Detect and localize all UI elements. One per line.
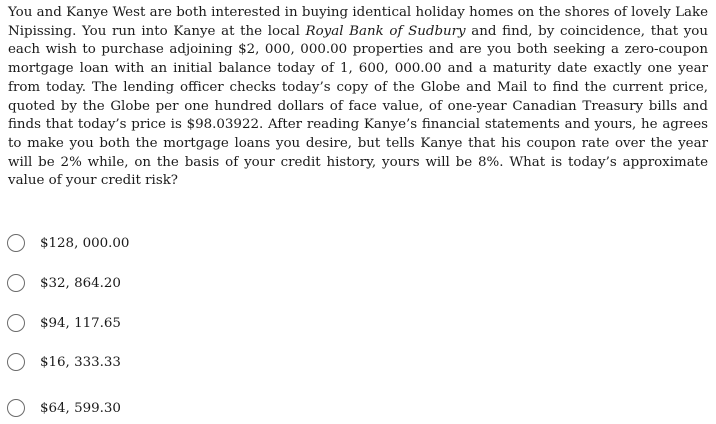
radio-button-icon[interactable] — [7, 353, 25, 371]
answer-option-2[interactable] — [7, 271, 121, 295]
answer-option-label: $16, 333.33 — [40, 354, 121, 370]
answer-option-label: $64, 599.30 — [40, 400, 121, 416]
bank-name: Royal Bank of Sudbury — [305, 23, 466, 39]
radio-button-icon[interactable] — [7, 314, 25, 332]
answer-option-3[interactable] — [7, 311, 121, 335]
radio-button-icon[interactable] — [7, 234, 25, 252]
answer-option-4[interactable] — [7, 350, 121, 374]
answer-option-label: $32, 864.20 — [40, 275, 121, 291]
answer-option-label: $128, 000.00 — [40, 235, 130, 251]
answer-option-1[interactable] — [7, 231, 129, 255]
answer-option-5[interactable] — [7, 396, 121, 420]
radio-button-icon[interactable] — [7, 399, 25, 417]
answer-option-label: $94, 117.65 — [40, 315, 121, 331]
question-text-part1: You and Kanye West are both interested in buying identical holiday homes on the shores of lovely Lake Nipissing. You run into Kanye at the local — [8, 5, 708, 39]
question-text-part2: and find, by coincidence, that you each wish to purchase adjoining $2, 000, 000.00 properties and are you both seeking a zero-coupon mortgage loan with an initial balance today of 1, 600, 000.00 and a maturity date exactly one year from today. The lending officer checks today’s copy of the Globe and Mail to find the current price, quoted by the Globe per one hundred dollars of face value, of one-year Canadian Treasury bills and finds that today’s price is $98.03922. After reading Kanye’s financial statements and yours, he agrees to make you both the mortgage loans you desire, but tells Kanye that his coupon rate over the year will be 2% while, on the basis of your credit history, yours will be 8%. What is today’s approximate value of your credit risk? — [8, 23, 708, 189]
radio-button-icon[interactable] — [7, 274, 25, 292]
